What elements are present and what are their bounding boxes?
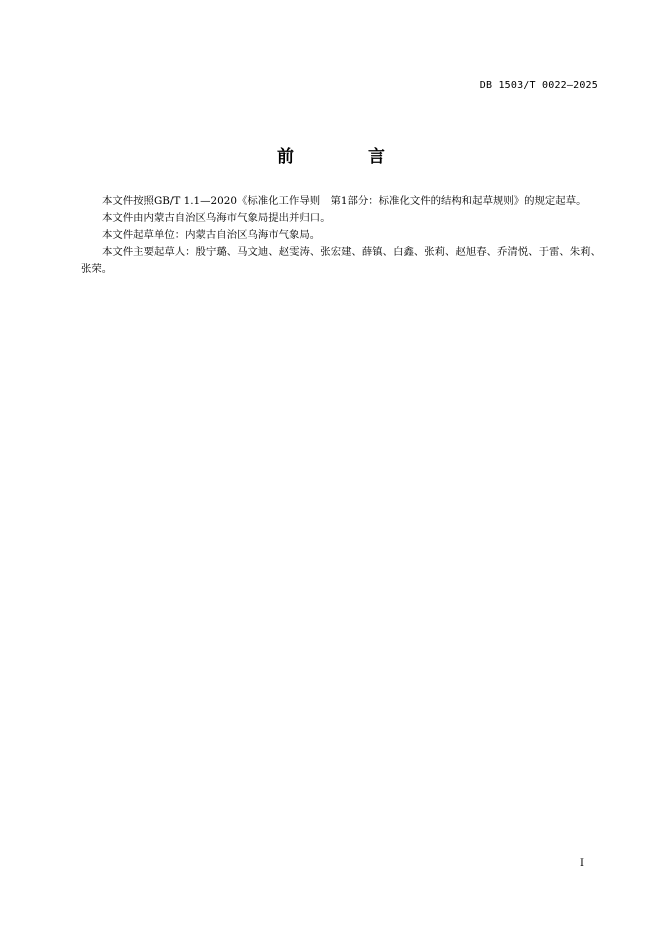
paragraph-drafting-rules: 本文件按照GB/T 1.1—2020《标准化工作导则 第1部分：标准化文件的结构和起草规则》的规定起草。: [102, 195, 587, 207]
paragraph-drafting-unit: 本文件起草单位：内蒙古自治区乌海市气象局。: [102, 229, 321, 241]
paragraph-proposer: 本文件由内蒙古自治区乌海市气象局提出并归口。: [102, 212, 331, 224]
foreword-body: [81, 193, 601, 278]
page-number: I: [580, 858, 584, 869]
page-title: 前 言: [277, 147, 419, 167]
paragraph-drafters: 本文件主要起草人：殷宁璐、马文迪、赵雯涛、张宏建、薛镇、白鑫、张莉、赵旭春、乔清悦、于雷、朱莉、张荣。: [81, 246, 601, 275]
document-code: DB 1503/T 0022—2025: [479, 80, 598, 91]
